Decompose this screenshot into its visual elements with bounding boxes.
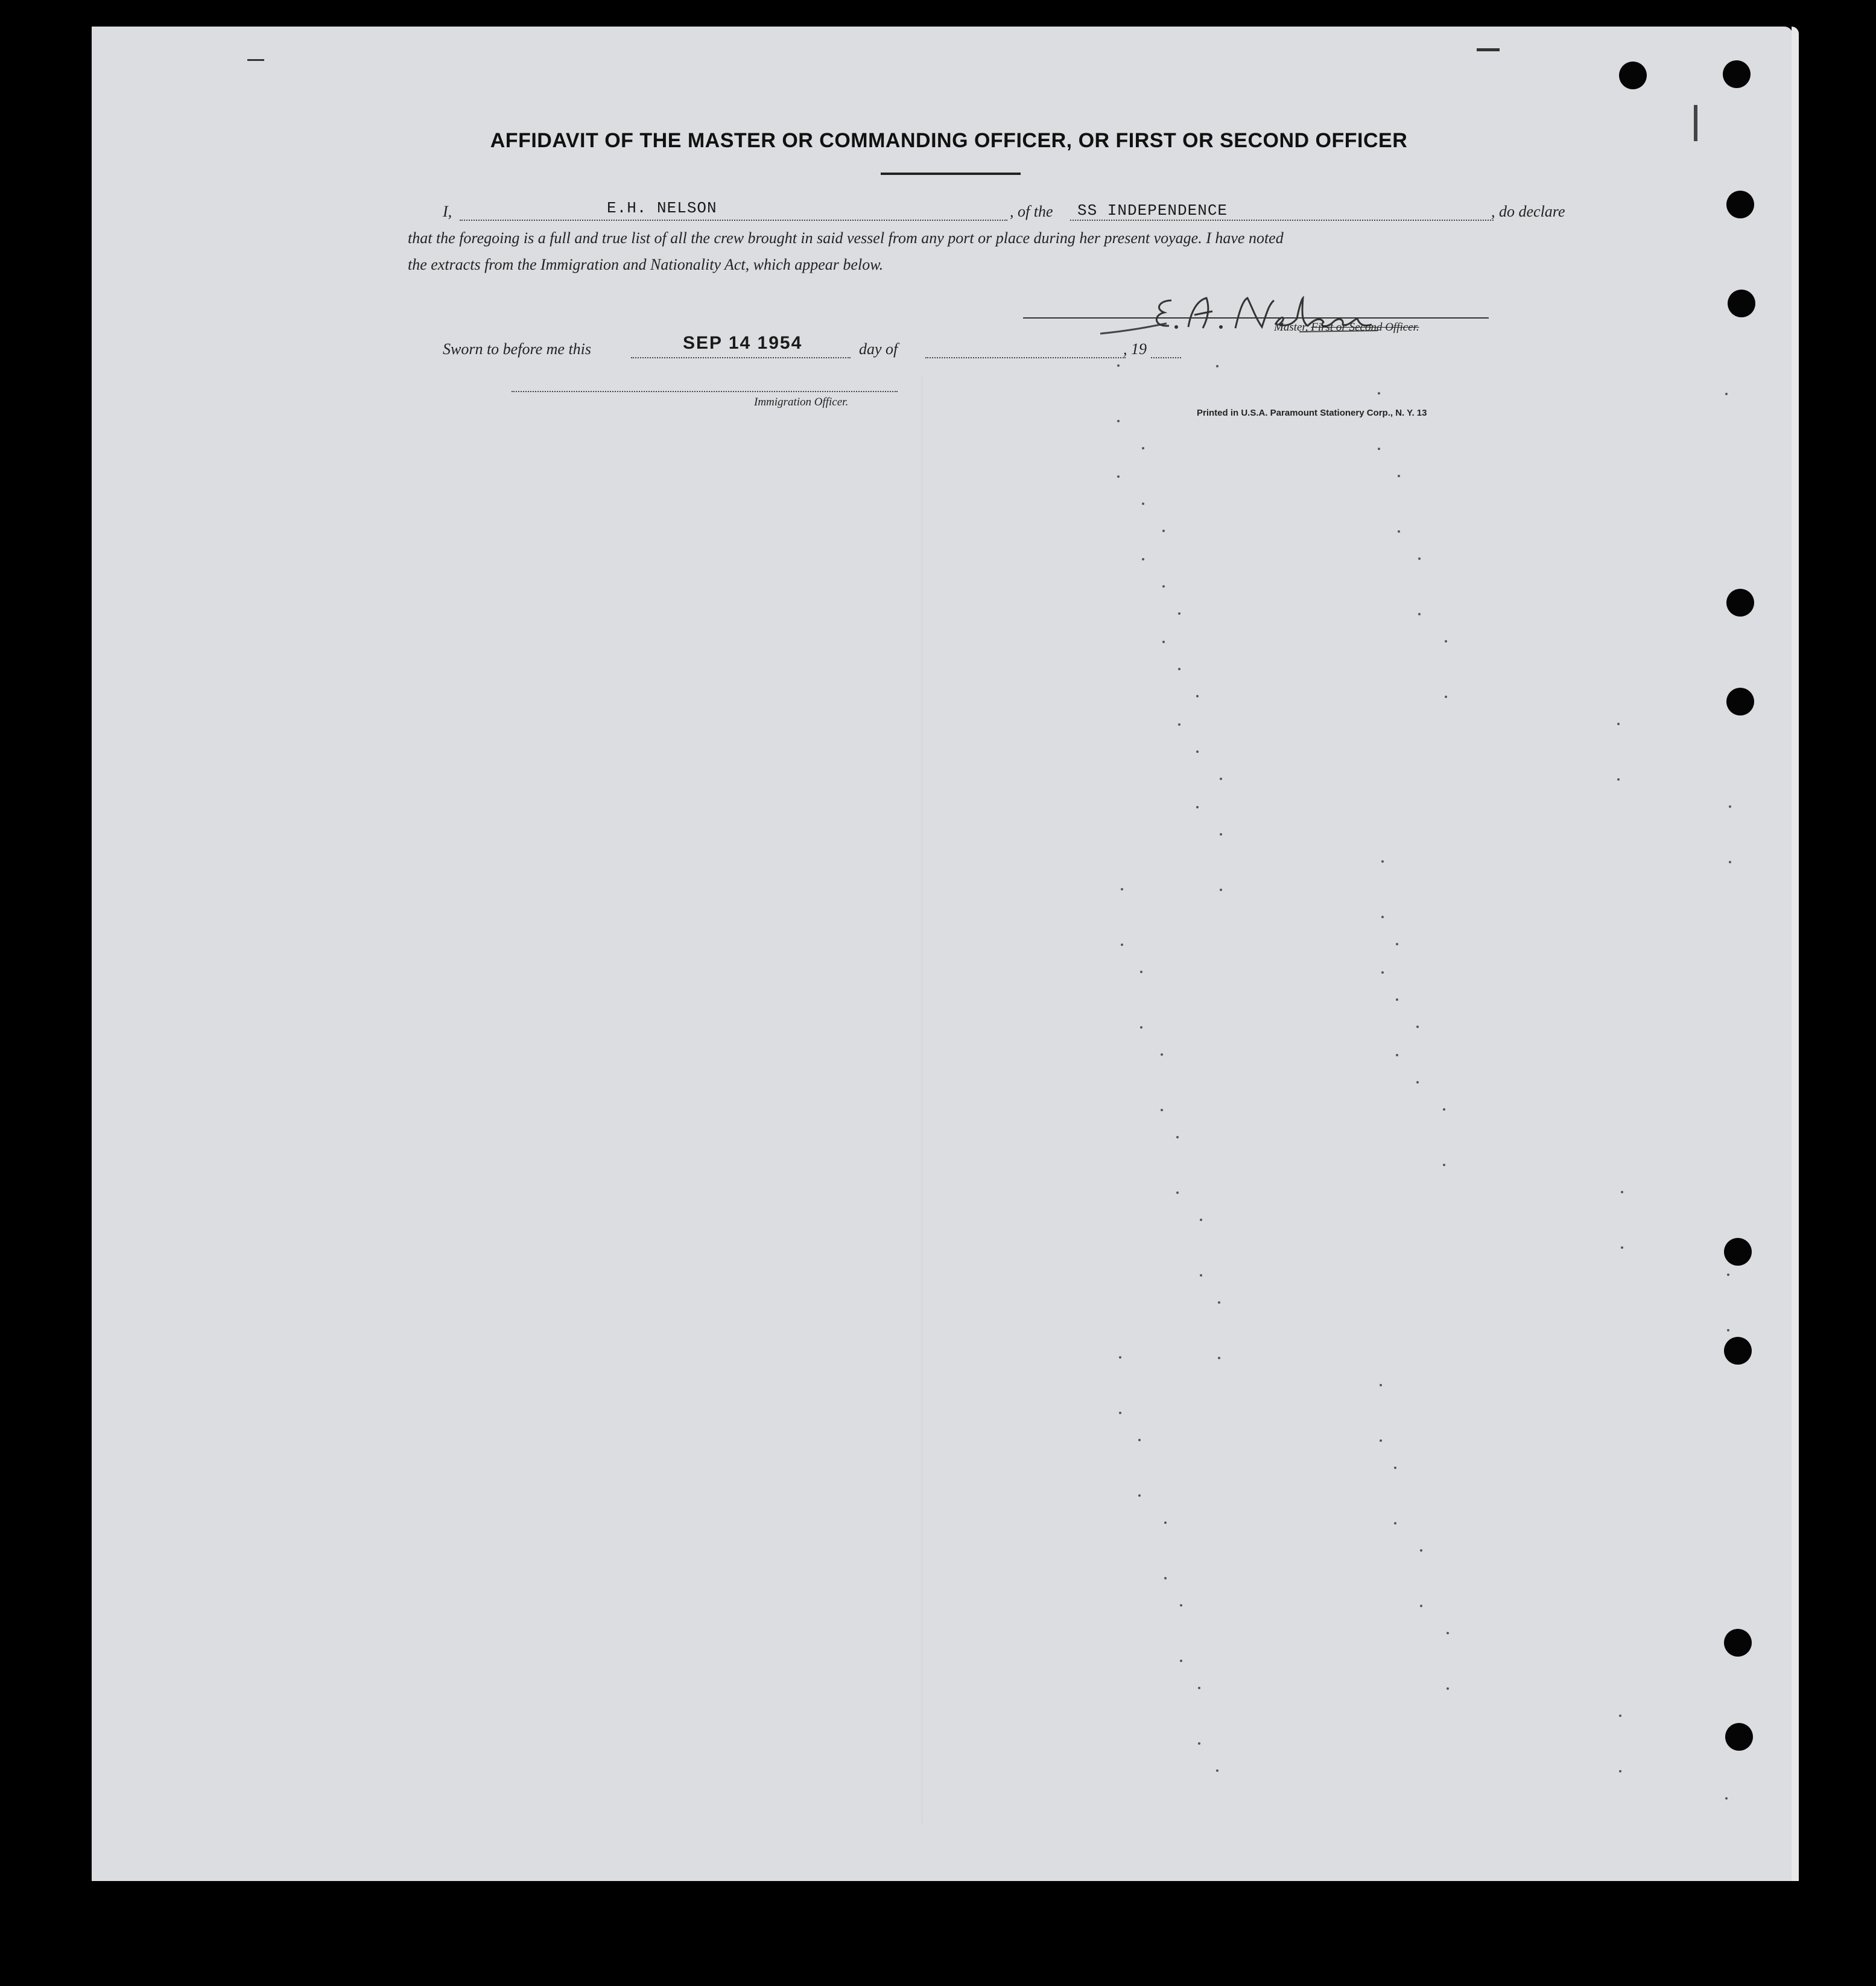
vessel-name: SS INDEPENDENCE	[1077, 201, 1228, 220]
bleed-through-dot	[1420, 1605, 1422, 1607]
bleed-through-dot	[1729, 805, 1731, 808]
bleed-through-dot	[1396, 1054, 1398, 1056]
year-prefix: , 19	[1123, 340, 1147, 358]
bleed-through-dot	[1178, 723, 1180, 726]
bleed-through-dot	[1117, 420, 1120, 422]
binder-hole	[1723, 60, 1751, 88]
page-edge	[1792, 27, 1799, 1881]
bleed-through-dot	[1729, 861, 1731, 863]
bleed-through-dot	[1418, 557, 1421, 560]
sworn-date-fill-line	[631, 356, 851, 358]
bleed-through-dot	[1176, 1191, 1179, 1194]
bleed-through-dot	[1445, 696, 1447, 698]
bleed-through-dot	[1416, 1081, 1419, 1083]
bleed-through-dot	[1178, 668, 1180, 670]
bleed-through-dot	[1617, 723, 1620, 725]
binder-hole	[1619, 62, 1647, 89]
binder-hole	[1726, 191, 1754, 218]
bleed-through-dot	[1200, 1219, 1202, 1221]
bleed-through-dot	[1396, 943, 1398, 945]
bleed-through-dot	[1117, 475, 1120, 478]
caption-prefix: Master,	[1274, 321, 1311, 334]
bleed-through-dot	[1162, 585, 1165, 588]
bleed-through-dot	[1117, 364, 1120, 367]
bleed-through-dot	[1398, 530, 1400, 533]
bleed-through-dot	[1119, 1412, 1121, 1414]
name-fill-line	[460, 218, 1007, 221]
declaration-prefix: I,	[443, 203, 452, 220]
title-underline	[881, 173, 1021, 175]
bleed-through-dot	[1727, 1329, 1729, 1331]
bleed-through-dot	[1619, 1715, 1621, 1717]
officer-name: E.H. NELSON	[607, 199, 717, 217]
document-page	[92, 27, 1793, 1881]
sworn-prefix: Sworn to before me this	[443, 340, 592, 358]
caption-struck: First or Second Officer.	[1311, 321, 1419, 334]
bleed-through-dot	[1617, 778, 1620, 781]
binder-hole	[1724, 1629, 1752, 1657]
bleed-through-dot	[1198, 1687, 1200, 1689]
bleed-through-dot	[1447, 1632, 1449, 1634]
bleed-through-dot	[1196, 750, 1199, 753]
bleed-through-dot	[1418, 613, 1421, 615]
bleed-through-dot	[1198, 1742, 1200, 1745]
scan-speck	[1477, 48, 1500, 51]
bleed-through-dot	[1140, 971, 1142, 973]
signature-line	[1023, 317, 1489, 319]
bleed-through-dot	[1394, 1522, 1396, 1524]
bleed-through-dot	[1380, 1439, 1382, 1442]
bleed-through-dot	[1727, 1274, 1729, 1276]
bleed-through-dot	[1142, 503, 1144, 505]
immigration-officer-label: Immigration Officer.	[754, 396, 849, 408]
scan-speck	[1694, 105, 1697, 141]
bleed-through-dot	[1381, 860, 1384, 863]
bleed-through-dot	[1142, 558, 1144, 560]
signature-caption	[1274, 321, 1419, 334]
binder-hole	[1726, 589, 1754, 617]
bleed-through-dot	[1196, 806, 1199, 808]
bleed-through-dot	[1220, 833, 1222, 836]
bleed-through-dot	[1218, 1301, 1220, 1304]
bleed-through-dot	[1176, 1136, 1179, 1138]
binder-hole	[1724, 1337, 1752, 1365]
binder-hole	[1726, 688, 1754, 715]
bleed-through-dot	[1398, 475, 1400, 477]
bleed-through-dot	[1180, 1604, 1182, 1607]
of-the-label: , of the	[1010, 203, 1053, 220]
bleed-through-dot	[1140, 1026, 1142, 1029]
bleed-through-dot	[1381, 971, 1384, 974]
bleed-through-dot	[1381, 916, 1384, 918]
bleed-through-dot	[1621, 1191, 1623, 1193]
bleed-through-dot	[1725, 393, 1728, 395]
year-fill-line	[1151, 356, 1181, 358]
bleed-through-dot	[1138, 1439, 1141, 1441]
bleed-through-dot	[1394, 1467, 1396, 1469]
printer-note: Printed in U.S.A. Paramount Stationery Corp., N. Y. 13	[1197, 408, 1427, 418]
bleed-through-dot	[1161, 1109, 1163, 1111]
bleed-through-dot	[1121, 944, 1123, 946]
immigration-officer-line	[512, 390, 898, 392]
scan-speck	[247, 59, 264, 61]
binder-hole	[1725, 1723, 1753, 1751]
bleed-through-dot	[1220, 889, 1222, 891]
declaration-line-2: that the foregoing is a full and true list of all the crew brought in said vessel from any port or place during her present voyage. I have noted	[408, 229, 1284, 247]
bleed-through-dot	[1447, 1687, 1449, 1690]
bleed-through-dot	[1220, 778, 1222, 780]
bleed-through-dot	[1119, 1356, 1121, 1359]
bleed-through-dot	[1443, 1164, 1445, 1166]
bleed-through-dot	[1443, 1108, 1445, 1111]
bleed-through-dot	[1162, 641, 1165, 643]
bleed-through-dot	[1138, 1494, 1141, 1497]
bleed-through-dot	[1621, 1246, 1623, 1249]
bleed-through-dot	[1378, 448, 1380, 450]
bleed-through-dot	[1396, 998, 1398, 1001]
bleed-through-dot	[1121, 888, 1123, 890]
bleed-through-dot	[1445, 640, 1447, 642]
bleed-through-dot	[1216, 365, 1218, 367]
bleed-through-dot	[1164, 1521, 1167, 1524]
bleed-through-dot	[1378, 392, 1380, 395]
bleed-through-dot	[1142, 447, 1144, 449]
declaration-line-3: the extracts from the Immigration and Nationality Act, which appear below.	[408, 256, 884, 273]
bleed-through-dot	[1162, 530, 1165, 532]
day-of-label: day of	[859, 340, 898, 358]
bleed-through-dot	[1216, 1769, 1218, 1772]
bleed-through-dot	[1180, 1660, 1182, 1662]
bleed-through-dot	[1619, 1770, 1621, 1772]
bleed-through-dot	[1725, 1797, 1728, 1800]
binder-hole	[1728, 290, 1755, 317]
bleed-through-dot	[1164, 1577, 1167, 1579]
bleed-through-dot	[1380, 1384, 1382, 1386]
do-declare-label: , do declare	[1491, 203, 1565, 220]
affidavit-title: AFFIDAVIT OF THE MASTER OR COMMANDING OFFICER, OR FIRST OR SECOND OFFICER	[490, 129, 1408, 152]
bleed-through-dot	[1416, 1026, 1419, 1028]
bleed-through-dot	[1196, 695, 1199, 697]
binder-hole	[1724, 1238, 1752, 1266]
stamped-date: SEP 14 1954	[683, 333, 803, 353]
bleed-through-dot	[1200, 1274, 1202, 1277]
month-fill-line	[925, 356, 1126, 358]
bleed-through-dot	[1420, 1549, 1422, 1552]
bleed-through-dot	[1218, 1357, 1220, 1359]
bleed-through-dot	[1178, 612, 1180, 615]
bleed-through-dot	[1161, 1053, 1163, 1056]
